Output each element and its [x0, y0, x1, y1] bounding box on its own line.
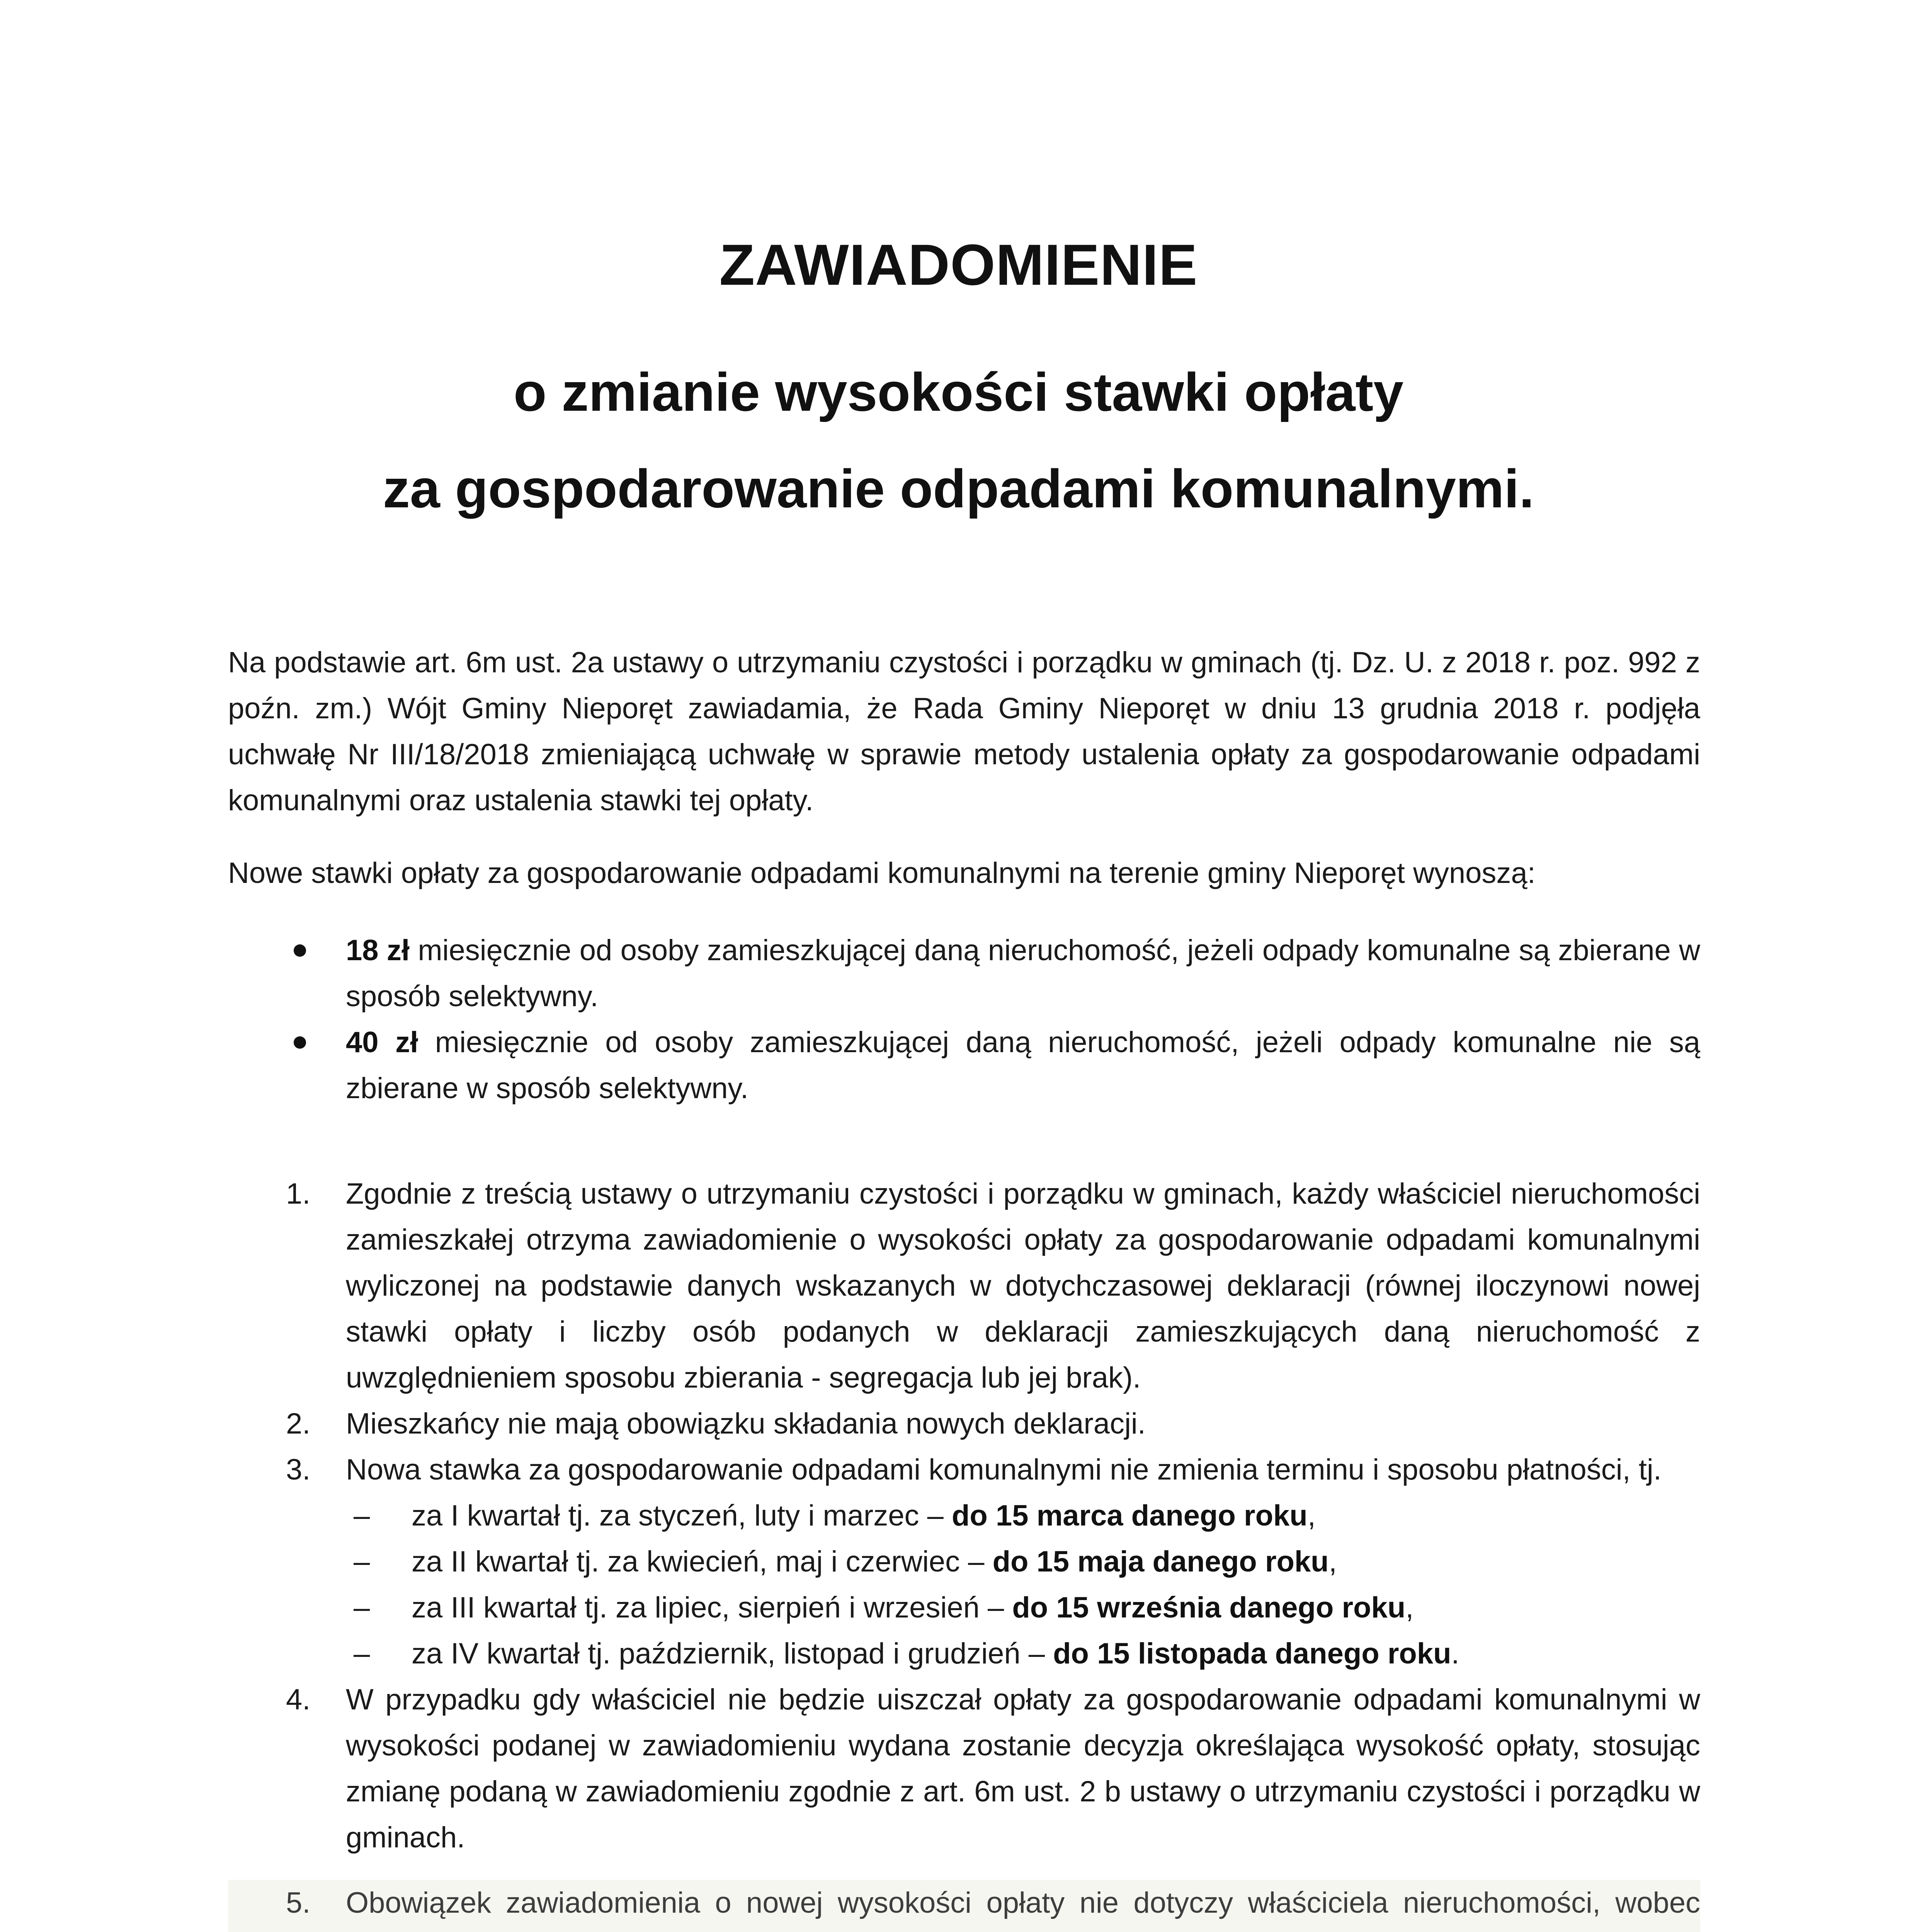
rate-description: miesięcznie od osoby zamieszkującej daną nieruchomość, jeżeli odpady komunalne są zbierane w sposób selektywny. [346, 934, 1701, 1013]
list-item [228, 1447, 1700, 1677]
bullet-icon [294, 1036, 306, 1049]
dash-icon: – [354, 1637, 370, 1670]
item-number: 5. [286, 1886, 311, 1919]
item-number: 1. [286, 1177, 311, 1210]
numbered-list [228, 1171, 1700, 1932]
payment-terms-list [346, 1493, 1700, 1677]
item-number: 4. [286, 1683, 311, 1716]
item-text: W przypadku gdy właściciel nie będzie uiszczał opłaty za gospodarowanie odpadami komunalnymi w wysokości podanej w zawiadomieniu wydana zostanie decyzja określająca wysokość opłaty, stosując zmianę podaną w zawiadomieniu zgodnie z art. 6m ust. 2 b ustawy o utrzymaniu czystości i porządku w gminach. [346, 1683, 1700, 1854]
payment-term-text: za IV kwartał tj. październik, listopad i grudzień – [412, 1637, 1053, 1670]
list-item [228, 1677, 1700, 1861]
highlighted-list-item [228, 1880, 1700, 1932]
subtitle-line-2: za gospodarowanie odpadami komunalnymi. [383, 458, 1534, 519]
rate-description: miesięcznie od osoby zamieszkującej daną nieruchomość, jeżeli odpady komunalne nie są zbierane w sposób selektywny. [346, 1026, 1701, 1105]
item-number: 2. [286, 1407, 311, 1440]
rate-item [228, 927, 1700, 1019]
rates-intro: Nowe stawki opłaty za gospodarowanie odpadami komunalnymi na terenie gminy Nieporęt wynoszą: [228, 857, 1536, 889]
dash-icon: – [354, 1591, 370, 1624]
rate-amount: 40 zł [346, 1026, 418, 1059]
item-text: Zgodnie z treścią ustawy o utrzymaniu czystości i porządku w gminach, każdy właściciel nieruchomości zamieszkałej otrzyma zawiadomienie o wysokości opłaty za gospodarowanie odpadami komunalnymi wyliczonej na podstawie danych wskazanych w dotychczasowej deklaracji (równej iloczynowi nowej stawki opłaty i liczby osób podanych w deklaracji zamieszkujących daną nieruchomość z uwzględnieniem sposobu zbierania - segregacja lub jej brak). [346, 1177, 1700, 1394]
document-subtitle [0, 344, 1917, 537]
payment-deadline: do 15 marca danego roku [951, 1499, 1308, 1532]
payment-term [346, 1539, 1700, 1585]
payment-deadline: do 15 maja danego roku [992, 1545, 1329, 1578]
payment-term-end: , [1328, 1545, 1337, 1578]
payment-deadline: do 15 września danego roku [1012, 1591, 1406, 1624]
payment-term-end: , [1307, 1499, 1316, 1532]
payment-term [346, 1493, 1700, 1539]
intro-paragraph: Na podstawie art. 6m ust. 2a ustawy o utrzymaniu czystości i porządku w gminach (tj. Dz. U. z 2018 r. poz. 992 z poźn. zm.) Wójt Gminy Nieporęt zawiadamia, że Rada Gminy Nieporęt w dniu 13 grudnia 2018 r. podjęła uchwałę Nr III/18/2018 zmieniającą uchwałę w sprawie metody ustalenia opłaty za gospodarowanie odpadami komunalnymi oraz ustalenia stawki tej opłaty. [228, 646, 1700, 817]
rate-amount: 18 zł [346, 934, 410, 967]
payment-term-text: za III kwartał tj. za lipiec, sierpień i wrzesień – [412, 1591, 1012, 1624]
document-title: ZAWIADOMIENIE [719, 232, 1198, 297]
payment-term [346, 1631, 1700, 1677]
subtitle-line-1: o zmianie wysokości stawki opłaty [513, 362, 1404, 422]
item-number: 3. [286, 1453, 311, 1486]
item-text: Nowa stawka za gospodarowanie odpadami komunalnymi nie zmienia terminu i sposobu płatności, tj. [346, 1453, 1662, 1486]
list-item [228, 1401, 1700, 1447]
rate-item [228, 1019, 1700, 1111]
list-item [228, 1171, 1700, 1401]
bullet-icon [294, 944, 306, 957]
item-text: Mieszkańcy nie mają obowiązku składania nowych deklaracji. [346, 1407, 1146, 1440]
payment-term-end: . [1451, 1637, 1459, 1670]
payment-term-text: za I kwartał tj. za styczeń, luty i marzec – [412, 1499, 952, 1532]
payment-term-end: , [1405, 1591, 1414, 1624]
payment-term [346, 1585, 1700, 1631]
item-text: Obowiązek zawiadomienia o nowej wysokości opłaty nie dotyczy właściciela nieruchomości, wobec [346, 1886, 1700, 1919]
rates-list [228, 927, 1700, 1111]
dash-icon: – [354, 1499, 370, 1532]
payment-term-text: za II kwartał tj. za kwiecień, maj i czerwiec – [412, 1545, 993, 1578]
dash-icon: – [354, 1545, 370, 1578]
payment-deadline: do 15 listopada danego roku [1053, 1637, 1451, 1670]
